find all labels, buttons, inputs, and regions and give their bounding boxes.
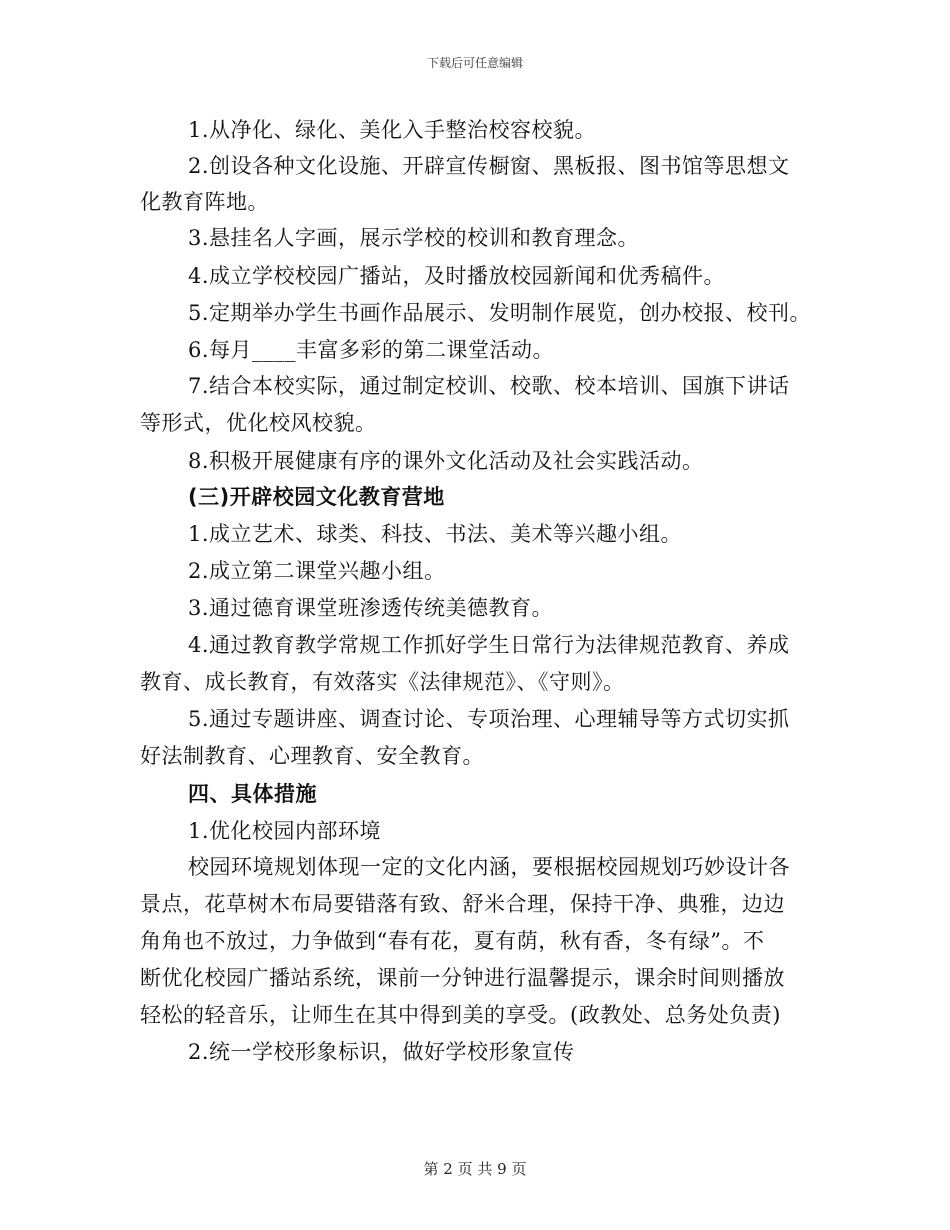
paragraph-line: 1.优化校园内部环境: [188, 819, 382, 843]
paragraph-line: 轻松的轻音乐，让师生在其中得到美的享受。(政教处、总务处负责): [140, 1003, 781, 1027]
paragraph-line: 等形式，优化校风校貌。: [140, 411, 377, 435]
paragraph-line: 4.成立学校校园广播站，及时播放校园新闻和优秀稿件。: [188, 264, 726, 288]
paragraph-line: 1.从净化、绿化、美化入手整治校容校貌。: [188, 118, 597, 142]
paragraph-line: 7.结合本校实际，通过制定校训、校歌、校本培训、国旗下讲话: [188, 374, 790, 398]
paragraph-line: 5.定期举办学生书画作品展示、发明制作展览，创办校报、校刊。: [188, 301, 812, 325]
section-heading: 四、具体措施: [188, 782, 317, 806]
page-header-note: 下载后可任意编辑: [426, 56, 523, 70]
paragraph-line: 断优化校园广播站系统，课前一分钟进行温馨提示，课余时间则播放: [140, 966, 785, 990]
paragraph-line: 5.通过专题讲座、调查讨论、专项治理、心理辅导等方式切实抓: [188, 707, 790, 731]
paragraph-line: 6.每月____丰富多彩的第二课堂活动。: [188, 338, 555, 362]
paragraph-line: 角角也不放过，力争做到“春有花，夏有荫，秋有香，冬有绿”。不: [140, 929, 765, 953]
paragraph-line: 2.成立第二课堂兴趣小组。: [188, 559, 446, 583]
section-heading: (三)开辟校园文化教育营地: [188, 485, 445, 509]
paragraph-line: 好法制教育、心理教育、安全教育。: [140, 744, 484, 768]
paragraph-line: 1.成立艺术、球类、科技、书法、美术等兴趣小组。: [188, 522, 683, 546]
page-number: 第 2 页 共 9 页: [423, 1160, 527, 1178]
paragraph-line: 2.创设各种文化设施、开辟宣传橱窗、黑板报、图书馆等思想文: [188, 154, 790, 178]
paragraph-line: 4.通过教育教学常规工作抓好学生日常行为法律规范教育、养成: [188, 633, 790, 657]
paragraph-line: 景点，花草树木布局要错落有致、舒米合理，保持干净、典雅，边边: [140, 892, 785, 916]
paragraph-line: 校园环境规划体现一定的文化内涵，要根据校园规划巧妙设计各: [188, 855, 790, 879]
paragraph-line: 3.悬挂名人字画，展示学校的校训和教育理念。: [188, 226, 640, 250]
paragraph-line: 教育、成长教育，有效落实《法律规范》、《守则》。: [140, 670, 625, 694]
paragraph-line: 化教育阵地。: [140, 190, 269, 214]
paragraph-line: 2.统一学校形象标识，做好学校形象宣传: [188, 1040, 575, 1064]
paragraph-line: 8.积极开展健康有序的课外文化活动及社会实践活动。: [188, 449, 704, 473]
paragraph-line: 3.通过德育课堂班渗透传统美德教育。: [188, 596, 554, 620]
